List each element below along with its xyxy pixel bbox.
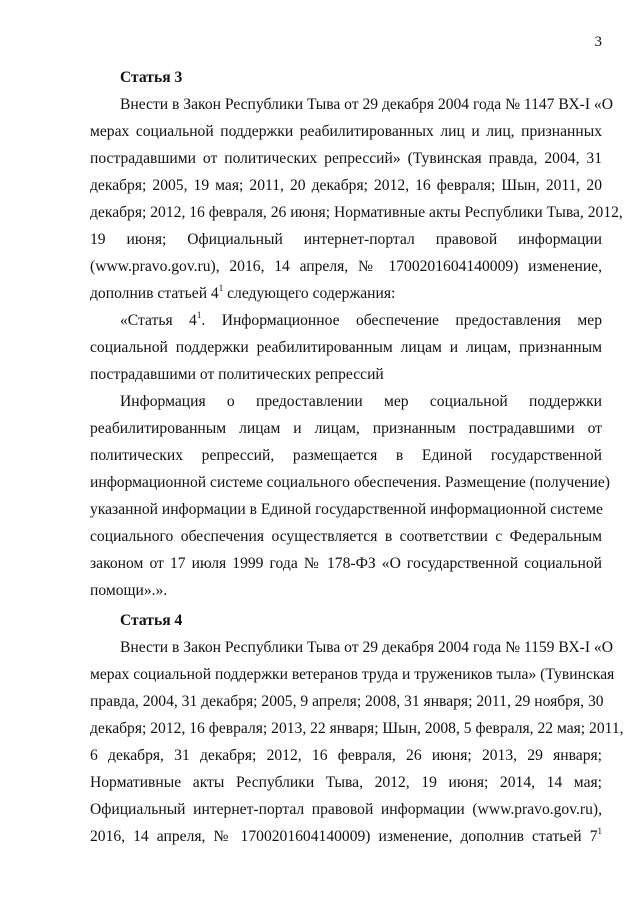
paragraph-line: декабря; 2012, 16 февраля; 2013, 22 января; Шын, 2008, 5 февраля, 22 мая; 2011, <box>90 720 624 737</box>
paragraph-line: (www.pravo.gov.ru), 2016, 14 апреля, № 1700201604140009) изменение, <box>90 258 602 275</box>
paragraph-line: пострадавшими от политических репрессий <box>90 366 384 383</box>
paragraph-line: мерах социальной поддержки реабилитированных лиц и лиц, признанных <box>90 123 602 140</box>
paragraph-line: политических репрессий, размещается в Единой государственной <box>90 447 602 464</box>
superscript: 1 <box>597 826 602 836</box>
paragraph-line: Информация о предоставлении мер социальной поддержки <box>120 393 602 410</box>
paragraph-line: Нормативные акты Республики Тыва, 2012, 19 июня; 2014, 14 мая; <box>90 774 602 791</box>
paragraph-text: 2016, 14 апреля, № 1700201604140009) изменение, дополнив статьей 7 <box>90 828 598 845</box>
paragraph-line <box>90 823 602 850</box>
paragraph-line: Официальный интернет-портал правовой информации (www.pravo.gov.ru), <box>90 801 602 818</box>
info-paragraph <box>90 388 610 604</box>
paragraph-line: законом от 17 июля 1999 года № 178-ФЗ «О государственной социальной <box>90 555 602 572</box>
paragraph-line: пострадавшими от политических репрессий» (Тувинская правда, 2004, 31 <box>90 150 602 167</box>
paragraph-line: Внести в Закон Республики Тыва от 29 декабря 2004 года № 1159 ВХ-I «О <box>120 639 613 656</box>
paragraph-line: социального обеспечения осуществляется в соответствии с Федеральным <box>90 528 602 545</box>
article-3-heading: Статья 3 <box>120 69 183 86</box>
article-3-intro <box>90 91 623 307</box>
paragraph-line: 6 декабря, 31 декабря; 2012, 16 февраля, 26 июня; 2013, 29 января; <box>90 747 602 764</box>
paragraph-line <box>90 280 602 307</box>
paragraph-line: мерах социальной поддержки ветеранов труда и тружеников тыла» (Тувинская <box>90 666 615 683</box>
paragraph-line: помощи».». <box>90 582 168 599</box>
article-4-heading: Статья 4 <box>120 612 183 629</box>
new-article-4-1 <box>90 307 602 388</box>
article-4 <box>90 607 624 850</box>
paragraph-line: социальной поддержки реабилитированным лицам и лицам, признанным <box>90 339 602 356</box>
paragraph-line: указанной информации в Единой государственной информационной системе <box>90 501 603 518</box>
paragraph-line: реабилитированным лицам и лицам, признанным пострадавшими от <box>90 420 602 437</box>
paragraph-line: декабря; 2012, 16 февраля, 26 июня; Нормативные акты Республики Тыва, 2012, <box>90 204 623 221</box>
paragraph-line <box>90 307 602 334</box>
superscript: 1 <box>196 310 202 320</box>
article-3 <box>90 64 623 604</box>
paragraph-line: декабря; 2005, 19 мая; 2011, 20 декабря; 2012, 16 февраля; Шын, 2011, 20 <box>90 177 602 194</box>
superscript: 1 <box>218 283 224 293</box>
paragraph-text: следующего содержания: <box>223 285 396 302</box>
paragraph-text: «Статья 4 <box>120 312 197 329</box>
page-number: 3 <box>594 34 602 50</box>
paragraph-line: Внести в Закон Республики Тыва от 29 декабря 2004 года № 1147 ВХ-I «О <box>120 96 613 113</box>
paragraph-text: . Информационное обеспечение предоставления мер <box>201 312 602 329</box>
paragraph-line: 19 июня; Официальный интернет-портал правовой информации <box>90 231 602 248</box>
paragraph-line: информационной системе социального обеспечения. Размещение (получение) <box>90 474 610 491</box>
paragraph-text: дополнив статьей 4 <box>90 285 219 302</box>
paragraph-line: правда, 2004, 31 декабря; 2005, 9 апреля; 2008, 31 января; 2011, 29 ноября, 30 <box>90 693 604 710</box>
